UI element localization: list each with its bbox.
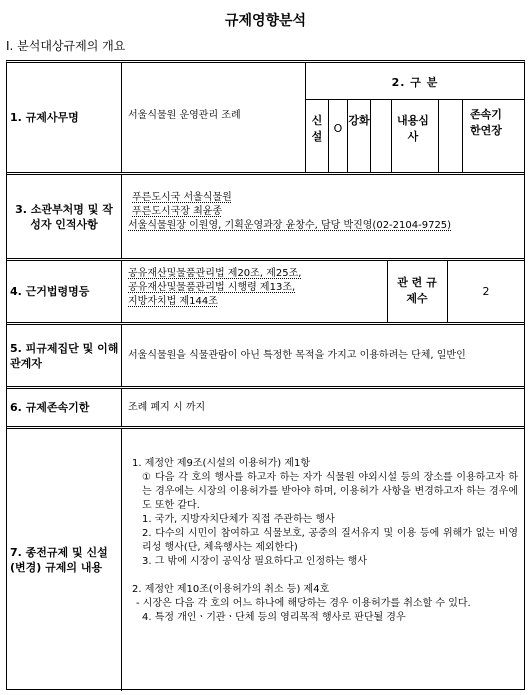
regulation-period-value: 조례 폐지 시 까지 bbox=[128, 402, 206, 413]
department-line: 서울식물원장 이원영, 기획운영과장 윤창수, 담당 박진영(02-2104-9725) bbox=[128, 220, 452, 231]
content-line: 4. 특정 개인ㆍ기관ㆍ단체 등의 영리목적 행사로 판단될 경우 bbox=[142, 612, 406, 623]
legal-line: 공유재산및물품관리법 제20조, 제25조, bbox=[128, 268, 302, 279]
class-extension: 존속기한연장 bbox=[470, 108, 502, 137]
content-line: - 시장은 다음 각 호의 어느 하나에 해당하는 경우 이용허가를 취소할 수 있다. bbox=[136, 598, 471, 609]
document-title: 규제영향분석 bbox=[224, 13, 307, 29]
row-regulation-content bbox=[7, 429, 524, 691]
legal-line: 지방자치법 제144조 bbox=[128, 296, 218, 307]
label-regulated-group: 5. 피규제집단 및 이해관계자 bbox=[7, 325, 122, 386]
class-new: 신설 bbox=[311, 114, 323, 143]
content-line: 3. 그 밖에 시장이 공익상 필요하다고 인정하는 행사 bbox=[142, 556, 367, 567]
content-line: ① 다음 각 호의 행사를 하고자 하는 자가 식물원 야외시설 등의 장소를 이용하고자 하는 경우에는 시장의 이용허가를 받아야 하며, 이용허가 사항을 변경하고자 하는 경우에도 또한 같다. bbox=[142, 472, 518, 511]
content-line: 1. 국가, 지방자치단체가 직접 주관하는 행사 bbox=[142, 514, 335, 525]
classification-header: 2. 구 분 bbox=[391, 76, 439, 89]
label-regulation-period: 6. 규제존속기한 bbox=[7, 389, 122, 426]
department-line: 푸른도시국장 최윤종 bbox=[132, 206, 223, 217]
class-strengthen: 강화 bbox=[348, 114, 370, 127]
class-content-review: 내용심사 bbox=[397, 114, 429, 143]
label-regulation-content: 7. 종전규제 및 신설(변경) 규제의 내용 bbox=[7, 429, 122, 691]
content-line: 2. 제정안 제10조(이용허가의 취소 등) 제4호 bbox=[132, 584, 330, 595]
regulation-content-body bbox=[132, 457, 518, 625]
related-regulations-count: 2 bbox=[482, 285, 490, 298]
legal-basis-list bbox=[128, 267, 301, 309]
related-regulations-label: 관 련 규제수 bbox=[397, 276, 437, 305]
regulation-name-value: 서울식물원 운영관리 조례 bbox=[128, 110, 241, 121]
regulated-group-value: 서울식물원을 식물관람이 아닌 특정한 목적을 가지고 이용하려는 단체, 일반인 bbox=[128, 350, 466, 361]
label-department: 3. 소관부처명 및 작성자 인적사항 bbox=[7, 175, 122, 258]
content-line: 1. 제정안 제9조(시설의 이용허가) 제1항 bbox=[132, 458, 311, 469]
label-legal-basis: 4. 근거법령명등 bbox=[7, 261, 122, 322]
regulation-table bbox=[6, 60, 525, 690]
legal-line: 공유재산및물품관리법 시행령 제13조, bbox=[128, 282, 296, 293]
department-line: 푸른도시국 서울식물원 bbox=[132, 192, 232, 203]
content-line: 2. 다수의 시민이 참여하고 식물보호, 공중의 질서유지 및 이용 등에 위해가 없는 비영리성 행사(단, 체육행사는 제외한다) bbox=[142, 528, 518, 553]
row-legal-basis bbox=[7, 261, 524, 325]
row-regulated-group bbox=[7, 325, 524, 389]
class-new-mark: O bbox=[333, 122, 343, 135]
row-regulation-period bbox=[7, 389, 524, 429]
row-department bbox=[7, 175, 524, 261]
department-info bbox=[128, 191, 451, 233]
section-heading: Ⅰ. 분석대상규제의 개요 bbox=[6, 39, 126, 53]
row-regulation-name bbox=[7, 63, 524, 175]
label-regulation-name: 1. 규제사무명 bbox=[7, 63, 122, 172]
